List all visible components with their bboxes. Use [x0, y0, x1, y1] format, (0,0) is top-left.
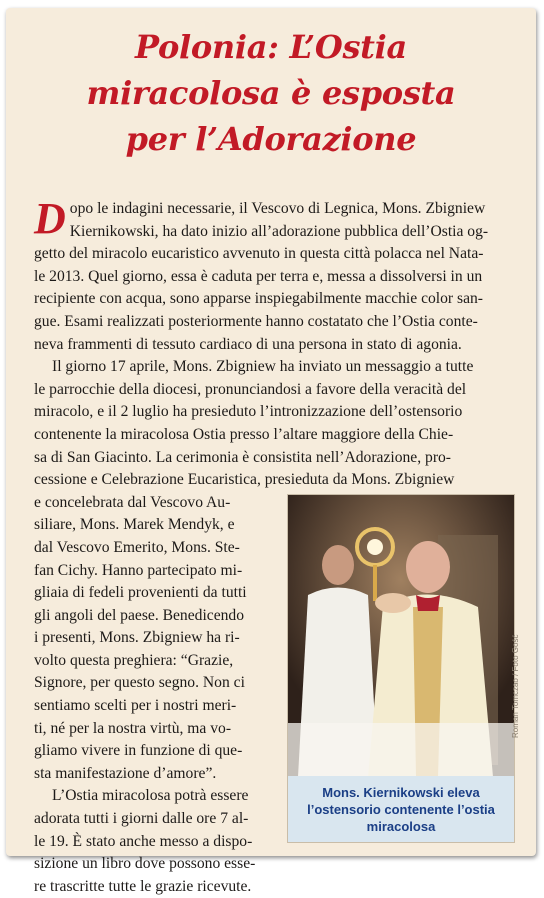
text-line: le parrocchie della diocesi, pronunciandosi a favore della veracità del [34, 380, 467, 398]
text-line: volto questa preghiera: “Grazie, [34, 651, 234, 669]
text-line: i presenti, Mons. Zbigniew ha ri- [34, 629, 240, 647]
text-line: sizione un libro dove possono esse- [34, 855, 256, 873]
text-line: L’Ostia miracolosa potrà essere [52, 787, 249, 805]
title-line: per l’Adorazione [125, 120, 417, 158]
text-line: contenente la miracolosa Ostia presso l’altare maggiore della Chie- [34, 425, 454, 443]
photo-caption [287, 776, 515, 843]
text-line: dal Vescovo Emerito, Mons. Ste- [34, 538, 240, 556]
text-line: gliaia di fedeli provenienti da tutti [34, 584, 247, 602]
article-title [6, 24, 536, 162]
article-photo [287, 494, 515, 778]
text-line: cessione e Celebrazione Eucaristica, presieduta da Mons. Zbigniew [34, 471, 455, 489]
text-line: fan Cichy. Hanno partecipato mi- [34, 561, 243, 579]
text-line: siliare, Mons. Marek Mendyk, e [34, 516, 235, 534]
text-line: re trascritte tutte le grazie ricevute. [34, 877, 252, 895]
text-line: e concelebrata dal Vescovo Au- [34, 493, 231, 511]
narrow-column [34, 492, 270, 786]
text-line: Il giorno 17 aprile, Mons. Zbigniew ha inviato un messaggio a tutte [52, 358, 474, 376]
text-line: miracolo, e il 2 luglio ha presieduto l’intronizzazione dell’ostensorio [34, 403, 463, 421]
photo-credit: Roman Tomczao / Foto Gość [511, 634, 520, 738]
caption-line: miracolosa [366, 818, 436, 834]
text-line: recipiente con acqua, sono apparse inspiegabilmente macchie color san- [34, 290, 483, 308]
text-line: gue. Esami realizzati posteriormente hanno costatato che l’Ostia conte- [34, 312, 478, 330]
text-line: getto del miracolo eucaristico avvenuto in questa città polacca nel Nata- [34, 245, 484, 263]
text-line: sa di San Giacinto. La cerimonia è consistita nell’Adorazione, pro- [34, 448, 451, 466]
bishop-hands [375, 593, 411, 613]
text-line: ti, né per la nostra virtù, ma vo- [34, 719, 232, 737]
monstrance-stem [373, 565, 377, 601]
text-line: adorata tutti i giorni dalle ore 7 al- [34, 810, 249, 828]
bishop-head [406, 541, 450, 593]
text-line: le 2013. Quel giorno, essa è caduta per terra e, messa a dissolversi in un [34, 267, 483, 285]
text-line: gliamo vivere in funzione di que- [34, 742, 243, 760]
caption-line: Mons. Kiernikowski eleva [322, 784, 480, 800]
paragraph-1 [34, 194, 516, 356]
text-line: Signore, per questo segno. Non ci [34, 674, 245, 692]
attendant-head [322, 545, 354, 585]
text-line: gli angoli del paese. Benedicendo [34, 606, 245, 624]
text-line: Kiernikowski, ha dato inizio all’adorazione pubblica dell’Ostia og- [69, 222, 489, 240]
monstrance-host [367, 539, 383, 555]
text-line: sta manifestazione d’amore”. [34, 764, 217, 782]
magazine-page [6, 8, 536, 895]
drop-cap: D [34, 194, 66, 243]
text-line: le 19. È stato anche messo a dispo- [34, 832, 253, 850]
altar-cloth [288, 723, 514, 777]
paragraph-3 [34, 785, 270, 898]
text-line: sentiamo scelti per i nostri meri- [34, 697, 237, 715]
title-line: miracolosa è esposta [86, 74, 456, 112]
title-line: Polonia: L’Ostia [135, 28, 407, 66]
text-line: opo le indagini necessarie, il Vescovo di Legnica, Mons. Zbigniew [69, 200, 486, 217]
caption-line: l’ostensorio contenente l’ostia [307, 801, 495, 817]
text-line: neva frammenti di tessuto cardiaco di una persona in stato di agonia. [34, 335, 462, 353]
photo-illustration [288, 495, 514, 777]
